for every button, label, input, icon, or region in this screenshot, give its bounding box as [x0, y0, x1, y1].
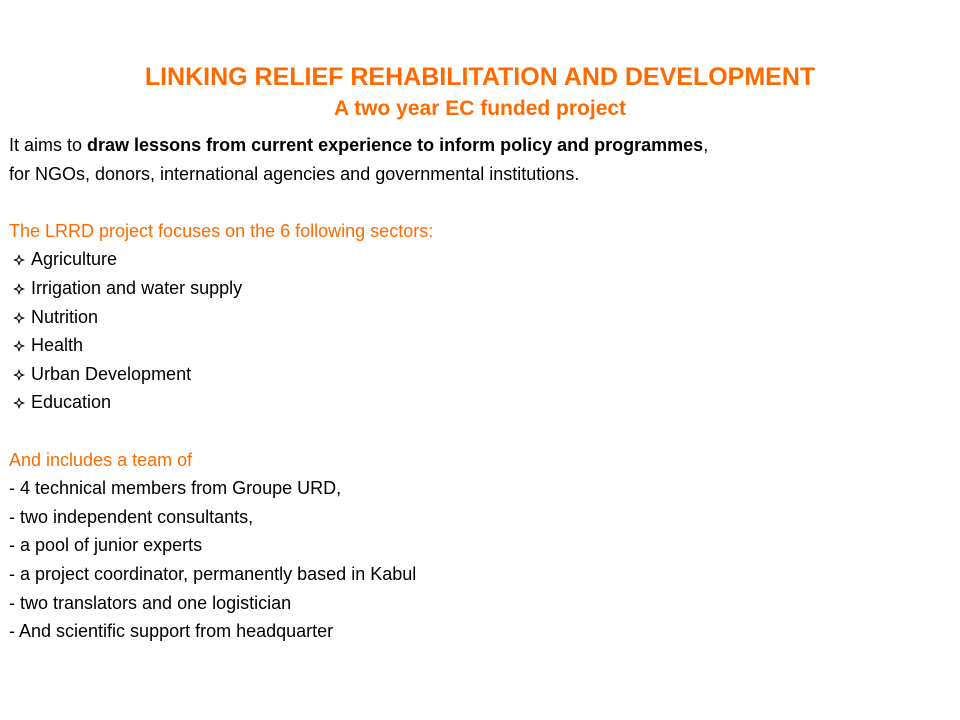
four-petal-diamond-bullet-icon — [13, 254, 25, 266]
four-petal-diamond-bullet-icon — [13, 340, 25, 352]
intro-prefix: It aims to — [9, 135, 88, 155]
sectors-list — [9, 245, 949, 417]
sector-label: Agriculture — [31, 249, 118, 270]
sector-item — [9, 245, 949, 274]
sectors-heading: The LRRD project focuses on the 6 following sectors: — [9, 220, 434, 241]
slide-body — [9, 131, 949, 646]
four-petal-diamond-bullet-icon — [13, 397, 25, 409]
intro-suffix: , — [703, 135, 709, 155]
sector-item — [9, 303, 949, 332]
spacer — [9, 188, 949, 217]
team-list — [9, 474, 949, 646]
sector-label: Health — [31, 335, 84, 356]
four-petal-diamond-bullet-icon — [13, 312, 25, 324]
intro-bold: draw lessons from current experience to inform policy and programmes — [87, 135, 704, 155]
sector-item — [9, 331, 949, 360]
sector-label: Irrigation and water supply — [31, 277, 243, 298]
team-item: - two independent consultants, — [9, 506, 254, 527]
team-item: - 4 technical members from Groupe URD, — [9, 478, 342, 499]
team-item: - a pool of junior experts — [9, 535, 203, 556]
intro-line-2: for NGOs, donors, international agencies and governmental institutions. — [9, 163, 580, 184]
slide-title: LINKING RELIEF REHABILITATION AND DEVELOPMENT — [144, 63, 816, 91]
sector-label: Nutrition — [31, 306, 99, 327]
team-item: - And scientific support from headquarter — [9, 621, 334, 642]
sector-label: Urban Development — [31, 363, 192, 384]
four-petal-diamond-bullet-icon — [13, 369, 25, 381]
intro-line-1 — [9, 131, 949, 160]
sector-item — [9, 388, 949, 417]
team-item: - two translators and one logistician — [9, 592, 292, 613]
spacer — [9, 417, 949, 446]
team-item: - a project coordinator, permanently based in Kabul — [9, 563, 417, 584]
sector-item — [9, 360, 949, 389]
slide-subtitle: A two year EC funded project — [333, 97, 627, 120]
sector-label: Education — [31, 392, 112, 413]
sector-item — [9, 274, 949, 303]
four-petal-diamond-bullet-icon — [13, 283, 25, 295]
team-heading: And includes a team of — [9, 449, 193, 470]
